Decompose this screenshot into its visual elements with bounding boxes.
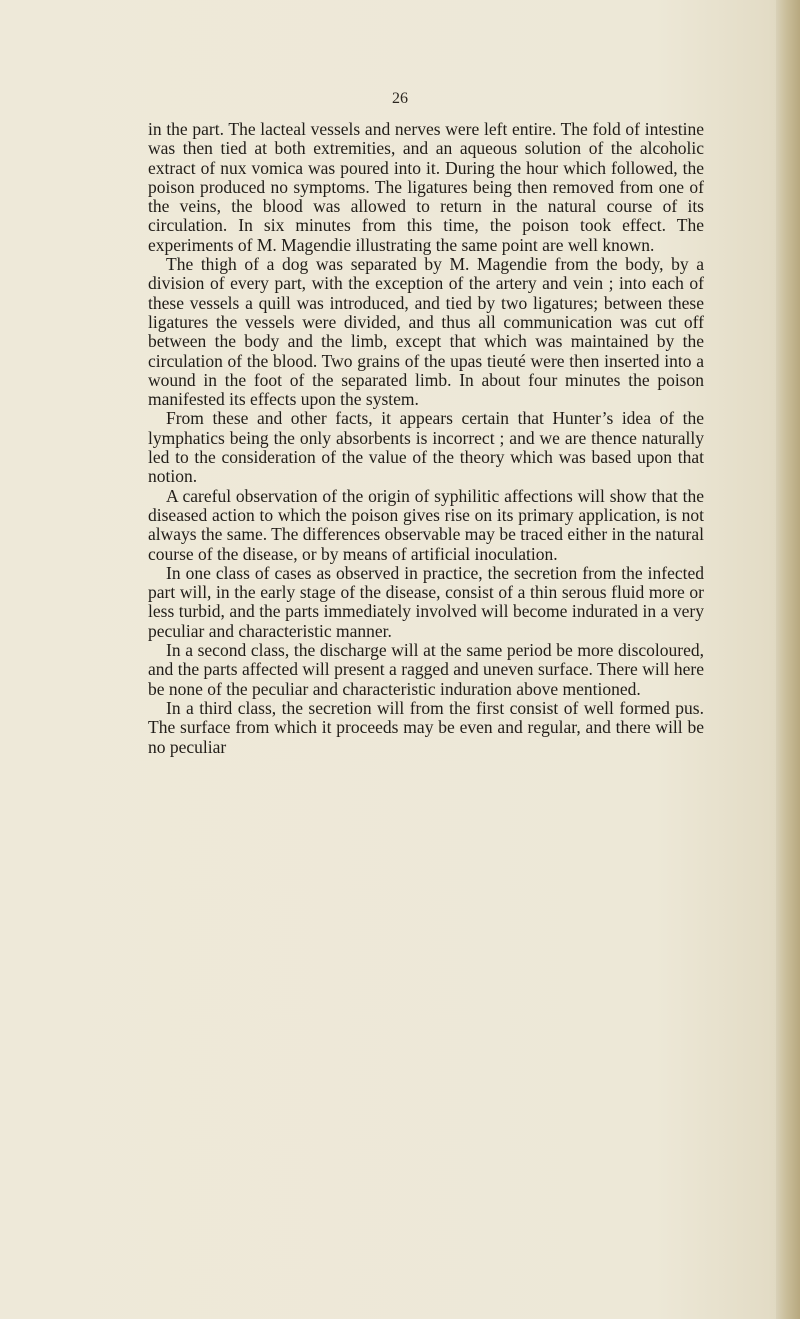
paragraph-4: A careful observation of the origin of syphilitic affections will show that the diseased action to which the poison gives rise on its primary application, is not always the same. The differences observable may be traced either in the natural course of the disease, or by means of artificial inoculation. xyxy=(148,485,704,564)
paragraph-3: From these and other facts, it appears certain that Hunter’s idea of the lymphatics being the only absorbents is incorrect ; and we are thence naturally led to the consideration of the value of the theory which was based upon that notion. xyxy=(148,408,704,487)
paragraph-1: in the part. The lacteal vessels and nerves were left entire. The fold of intestine was then tied at both extremities, and an aqueous solution of the alcoholic extract of nux vomica was poured into it. During the hour which followed, the poison produced no symptoms. The ligatures being then removed from one of the veins, the blood was allowed to return in the natural course of its circulation. In six minutes from this time, the poison took effect. The experiments of M. Magendie illustrating the same point are well known. xyxy=(148,119,704,255)
body-text xyxy=(148,120,704,757)
page-binding-edge xyxy=(776,0,800,1319)
paragraph-7: In a third class, the secretion will from the first consist of well formed pus. The surface from which it proceeds may be even and regular, and there will be no peculiar xyxy=(148,697,704,757)
paragraph-2: The thigh of a dog was separated by M. Magendie from the body, by a division of every part, with the exception of the artery and vein ; into each of these vessels a quill was introduced, and tied by two ligatures; between these ligatures the vessels were divided, and thus all communication was cut off between the body and the limb, except that which was maintained by the circulation of the blood. Two grains of the upas tieuté were then inserted into a wound in the foot of the separated limb. In about four minutes the poison manifested its effects upon the system. xyxy=(148,254,704,410)
paragraph-6: In a second class, the discharge will at the same period be more discoloured, and the parts affected will present a ragged and uneven surface. There will here be none of the peculiar and characteristic induration above mentioned. xyxy=(148,640,704,699)
page-number: 26 xyxy=(392,90,408,107)
paragraph-5: In one class of cases as observed in practice, the secretion from the infected part will, in the early stage of the disease, consist of a thin serous fluid more or less turbid, and the parts immediately involved will become indurated in a very peculiar and characteristic manner. xyxy=(148,562,704,641)
